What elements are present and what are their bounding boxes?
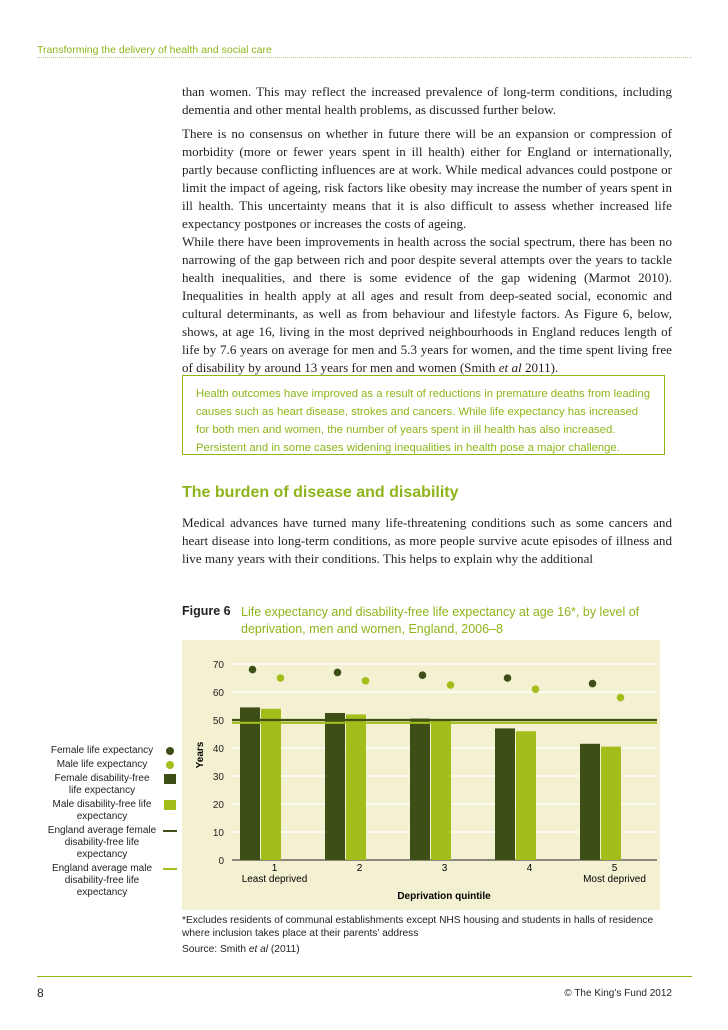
legend-swatch-square bbox=[164, 800, 176, 810]
legend-item bbox=[37, 759, 177, 771]
y-tick-label: 40 bbox=[212, 744, 224, 755]
dot-female-life-expectancy bbox=[334, 669, 342, 677]
x-tick-sublabel: Least deprived bbox=[241, 874, 308, 885]
legend-label: Male disability-free life expectancy bbox=[52, 799, 152, 822]
y-tick-label: 0 bbox=[218, 856, 224, 867]
bar-female-disability-free bbox=[580, 744, 600, 860]
running-header: Transforming the delivery of health and social care bbox=[37, 44, 272, 56]
x-tick-sublabel: Most deprived bbox=[583, 874, 646, 885]
figure-label: Figure 6 bbox=[182, 604, 231, 618]
legend-swatch-line bbox=[163, 830, 177, 832]
legend-swatch-line bbox=[163, 868, 177, 870]
figure-source bbox=[182, 944, 300, 955]
dot-male-life-expectancy bbox=[277, 674, 285, 682]
y-axis-label: Years bbox=[195, 741, 206, 769]
legend-label: England average male disability-free life expectancy bbox=[51, 863, 153, 898]
legend-marker bbox=[163, 773, 177, 785]
legend-label: Female life expectancy bbox=[50, 745, 154, 756]
body-paragraph-4: Medical advances have turned many life-threatening conditions such as some cancers and heart disease into long-term conditions, as more people survive acute episodes of illness and live many years with their conditions. This helps to explain why the additional bbox=[182, 515, 672, 566]
x-tick-label: 1 bbox=[271, 863, 278, 874]
dot-male-life-expectancy bbox=[447, 681, 455, 689]
bar-male-disability-free bbox=[346, 714, 366, 860]
y-tick-label: 60 bbox=[212, 688, 224, 699]
legend-swatch-dot bbox=[166, 761, 174, 769]
dot-female-life-expectancy bbox=[589, 680, 597, 688]
x-axis-label: Deprivation quintile bbox=[397, 891, 491, 902]
legend-item bbox=[37, 863, 177, 899]
legend-swatch-dot bbox=[166, 747, 174, 755]
legend-item bbox=[37, 745, 177, 757]
legend-item bbox=[37, 825, 177, 861]
dot-male-life-expectancy bbox=[617, 694, 625, 702]
bar-male-disability-free bbox=[261, 709, 281, 860]
legend-item bbox=[37, 799, 177, 823]
source-italic: et al bbox=[248, 944, 269, 955]
figure-title: Life expectancy and disability-free life expectancy at age 16*, by level of deprivation, men and women, England, 2006–8 bbox=[241, 605, 640, 636]
figure-footnote: *Excludes residents of communal establishments except NHS housing and students in halls of residence where inclusion takes place at their parents’ address bbox=[182, 915, 654, 939]
bar-male-disability-free bbox=[516, 731, 536, 860]
footer-divider bbox=[37, 976, 692, 977]
legend-item bbox=[37, 773, 177, 797]
bar-female-disability-free bbox=[325, 713, 345, 860]
body-paragraph-2: There is no consensus on whether in future there will be an expansion or compression of morbidity (more or fewer years spent in ill health) either for England or internationally, partly because conflicting influences are at work. While medical advances could postpone or limit the impact of ageing, risk factors like obesity may increase the number of years spent in ill health. This uncertainty means that it is also difficult to assess whether increased life expectancy postpones or increases the costs of ageing. bbox=[182, 126, 672, 231]
legend-label: Male life expectancy bbox=[56, 759, 148, 770]
legend-label: England average female disability-free life expectancy bbox=[47, 825, 157, 860]
body-paragraph-1: than women. This may reflect the increased prevalence of long-term conditions, including dementia and other mental health problems, as discussed further below. bbox=[182, 84, 672, 117]
y-tick-label: 70 bbox=[212, 660, 224, 671]
bar-female-disability-free bbox=[495, 728, 515, 860]
y-tick-label: 30 bbox=[212, 772, 224, 783]
chart-legend bbox=[37, 745, 177, 901]
legend-marker bbox=[163, 825, 177, 837]
dot-female-life-expectancy bbox=[419, 671, 427, 679]
x-tick-label: 4 bbox=[526, 863, 533, 874]
bar-female-disability-free bbox=[410, 719, 430, 860]
x-tick-label: 5 bbox=[611, 863, 618, 874]
bar-male-disability-free bbox=[601, 747, 621, 860]
legend-marker bbox=[163, 799, 177, 811]
y-tick-label: 50 bbox=[212, 716, 224, 727]
bar-female-disability-free bbox=[240, 707, 260, 860]
para3-text-b: 2011). bbox=[521, 360, 559, 375]
dot-male-life-expectancy bbox=[532, 685, 540, 693]
dot-male-life-expectancy bbox=[362, 677, 370, 685]
legend-marker bbox=[163, 745, 177, 757]
source-prefix: Source: Smith bbox=[182, 944, 249, 955]
bar-male-disability-free bbox=[431, 720, 451, 860]
legend-swatch-square bbox=[164, 774, 176, 784]
callout-text: Health outcomes have improved as a result of reductions in premature deaths from leading causes such as heart disease, strokes and cancers. While life expectancy has increased for both men and women, the number of years spent in ill health has also increased. Persistent and in some cases widening inequalities in health pose a major challenge. bbox=[196, 388, 650, 454]
section-heading: The burden of disease and disability bbox=[182, 484, 459, 501]
dot-female-life-expectancy bbox=[249, 666, 257, 674]
para3-text-a: While there have been improvements in health across the social spectrum, there has been no narrowing of the gap between rich and poor despite several attempts over the years to tackle health inequalities, and there is some evidence of the gap widening (Marmot 2010). Inequalities in health apply at all ages and result from deep-seated social, economic and cultural determinants, as well as from behaviour and lifestyle factors. As Figure 6, below, shows, at age 16, living in the most deprived neighbourhoods in England reduces length of life by 7.6 years on average for men and 5.3 years for women, and the time spent living free of disability by around 13 years for men and women (Smith bbox=[182, 234, 672, 375]
source-suffix: (2011) bbox=[268, 944, 300, 955]
page-number: 8 bbox=[37, 986, 44, 1000]
para3-citation-italic: et al bbox=[498, 360, 522, 375]
legend-label: Female disability-free life expectancy bbox=[54, 773, 150, 796]
x-tick-label: 2 bbox=[356, 863, 363, 874]
y-tick-label: 20 bbox=[212, 800, 224, 811]
dot-female-life-expectancy bbox=[504, 674, 512, 682]
x-tick-label: 3 bbox=[441, 863, 448, 874]
legend-marker bbox=[163, 759, 177, 771]
copyright-notice: © The King’s Fund 2012 bbox=[564, 988, 672, 999]
legend-marker bbox=[163, 863, 177, 875]
y-tick-label: 10 bbox=[212, 828, 224, 839]
